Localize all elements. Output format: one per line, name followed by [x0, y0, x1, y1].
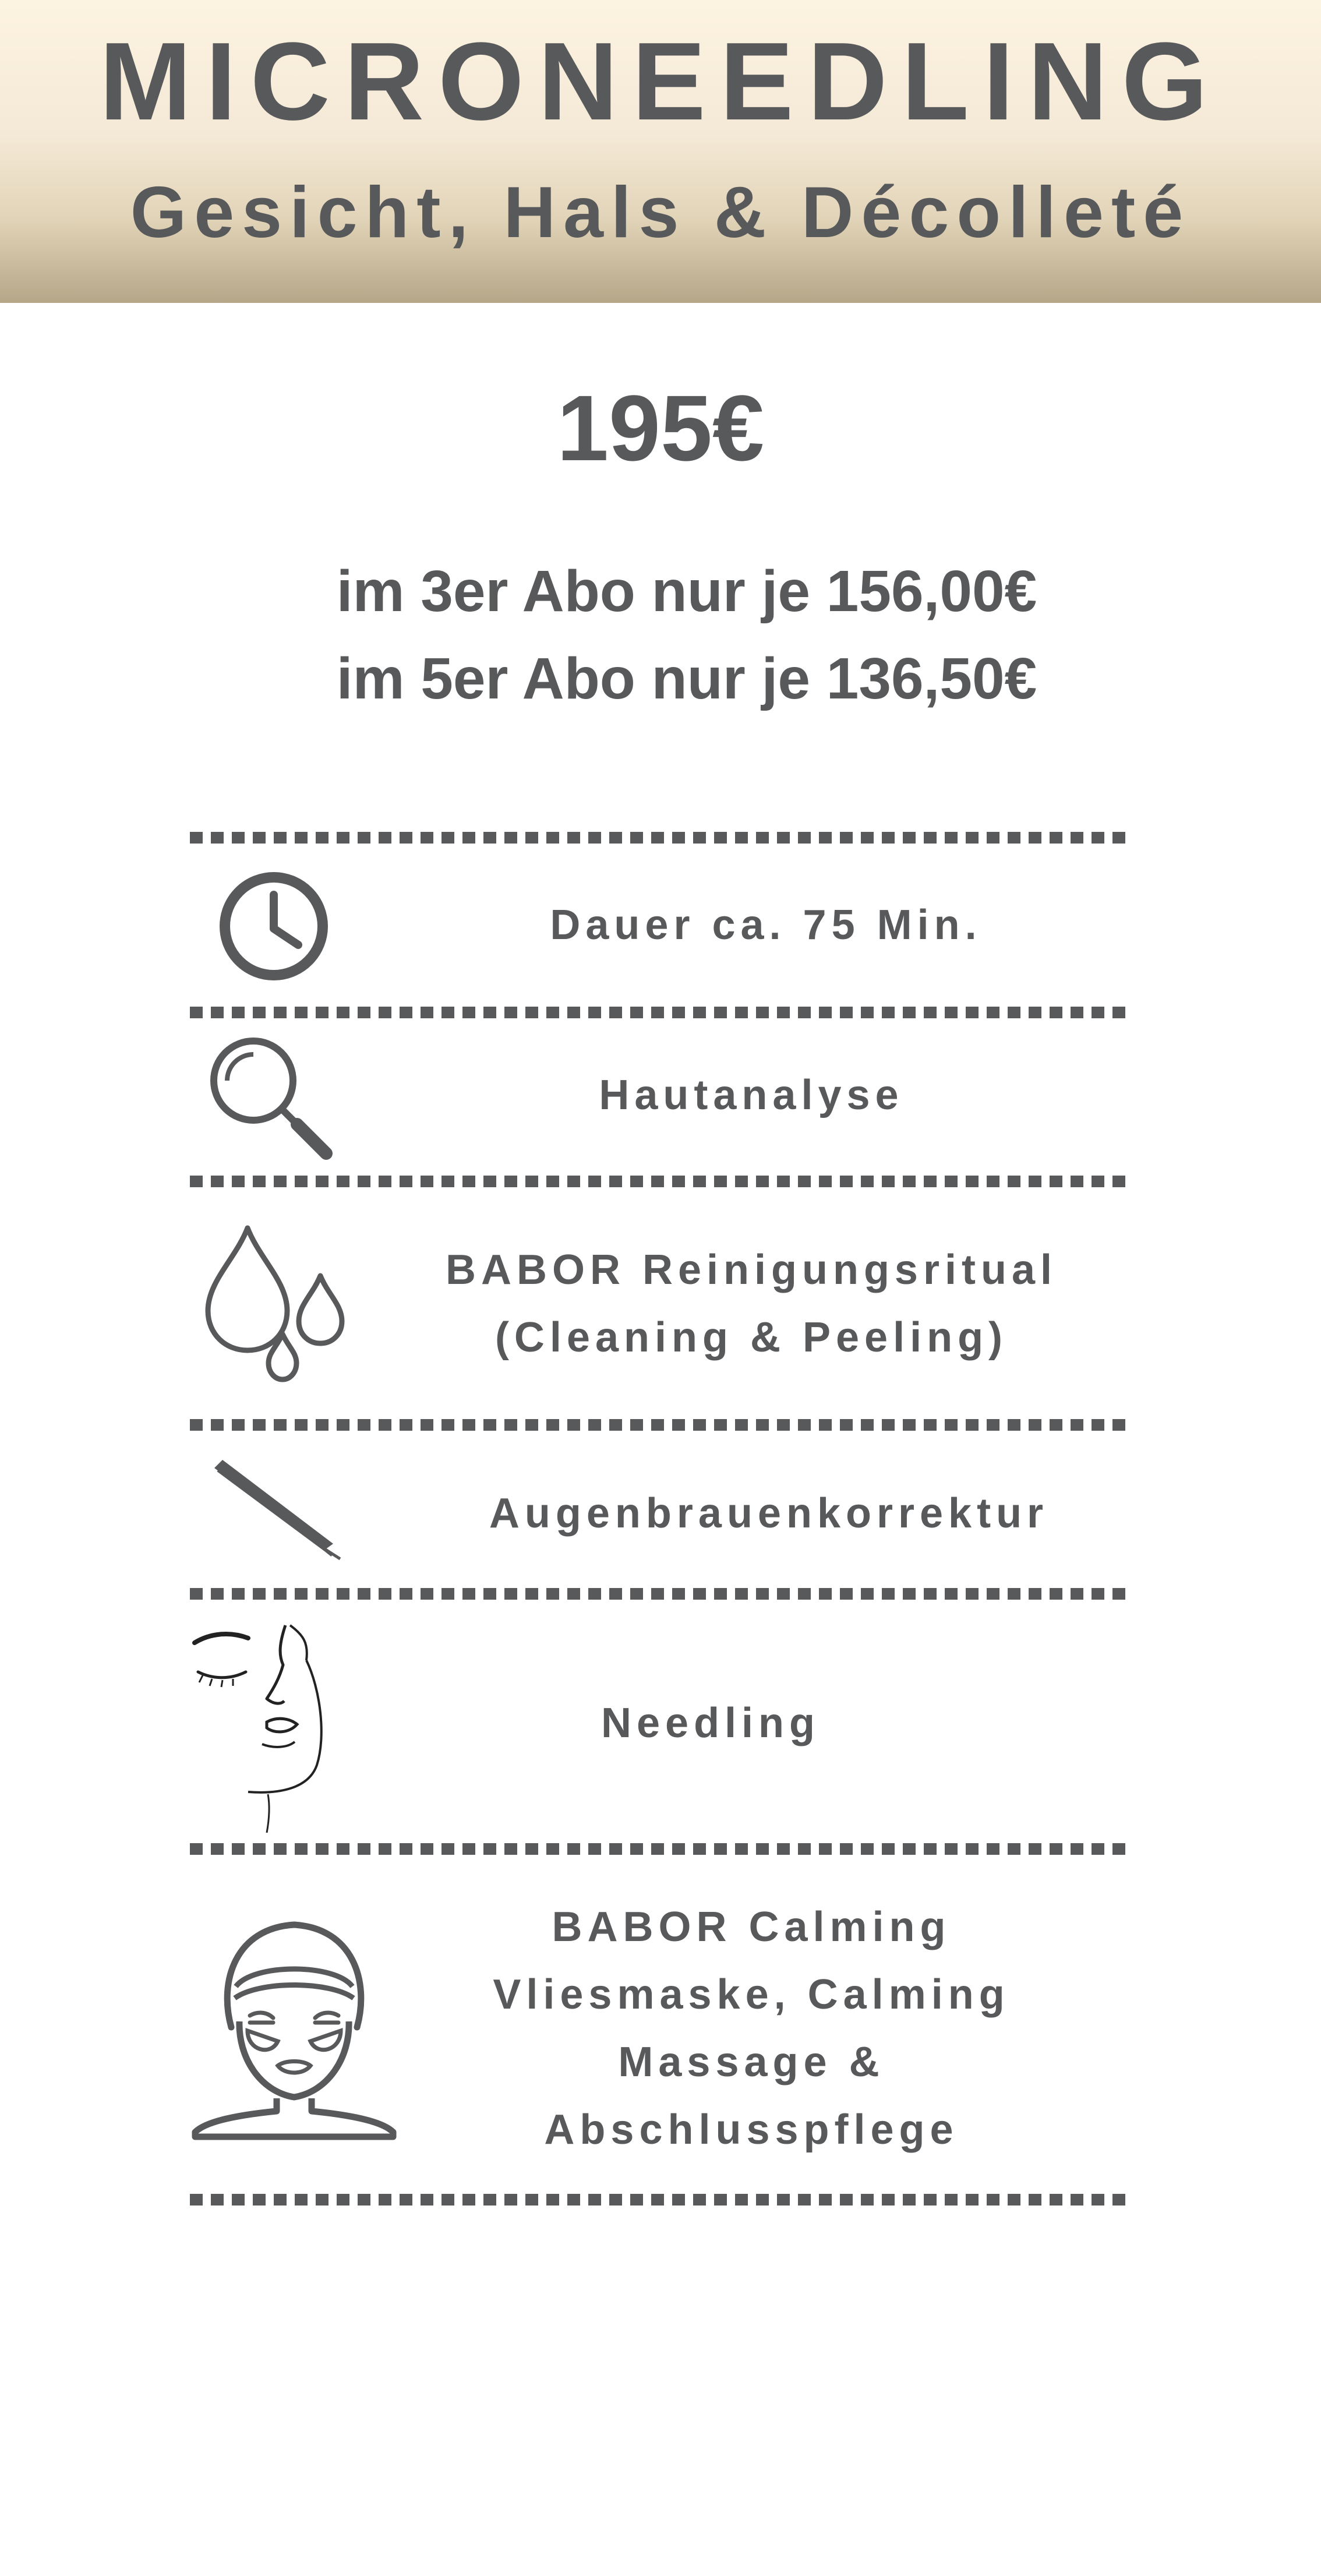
separator-6 [190, 1843, 1128, 1855]
feature-needling-line: Needling [601, 1700, 821, 1746]
feature-cleansing-line-2: (Cleaning & Peeling) [495, 1314, 1008, 1361]
separator-7 [190, 2194, 1128, 2206]
feature-brow-correction-line: Augenbrauenkorrektur [489, 1490, 1049, 1537]
separator-3 [190, 1176, 1128, 1187]
abo-3-price: im 3er Abo nur je 156,00€ [336, 559, 1037, 624]
header-banner [0, 0, 1321, 303]
face-profile-icon [192, 1619, 355, 1835]
feature-calming-mask-line-2: Vliesmaske, Calming [493, 1971, 1010, 2018]
separator-1 [190, 832, 1128, 844]
feature-cleansing-line-1: BABOR Reinigungsritual [445, 1247, 1057, 1293]
feature-duration-line: Dauer ca. 75 Min. [550, 902, 982, 948]
price: 195€ [557, 376, 764, 480]
face-mask-icon [189, 1917, 399, 2144]
feature-calming-mask-line-3: Massage & [618, 2039, 885, 2085]
separator-4 [190, 1419, 1128, 1431]
feature-duration [408, 891, 1124, 959]
magnifier-icon [204, 1031, 338, 1165]
tweezers-icon [210, 1456, 344, 1561]
feature-cleansing [408, 1236, 1095, 1371]
feature-brow-correction [408, 1480, 1130, 1547]
separator-5 [190, 1588, 1128, 1600]
feature-calming-mask-line-1: BABOR Calming [552, 1904, 951, 1950]
feature-skin-analysis-line: Hautanalyse [599, 1072, 904, 1118]
clock-icon [216, 868, 332, 984]
page-title: MICRONEEDLING [99, 20, 1222, 143]
drops-icon [201, 1223, 352, 1386]
page-subtitle: Gesicht, Hals & Décolleté [130, 172, 1191, 253]
feature-needling [408, 1689, 1013, 1757]
feature-calming-mask-line-4: Abschlusspflege [544, 2106, 959, 2153]
abo-5-price: im 5er Abo nur je 136,50€ [336, 646, 1037, 711]
feature-calming-mask [408, 1893, 1095, 2164]
feature-skin-analysis [408, 1061, 1095, 1129]
separator-2 [190, 1007, 1128, 1018]
